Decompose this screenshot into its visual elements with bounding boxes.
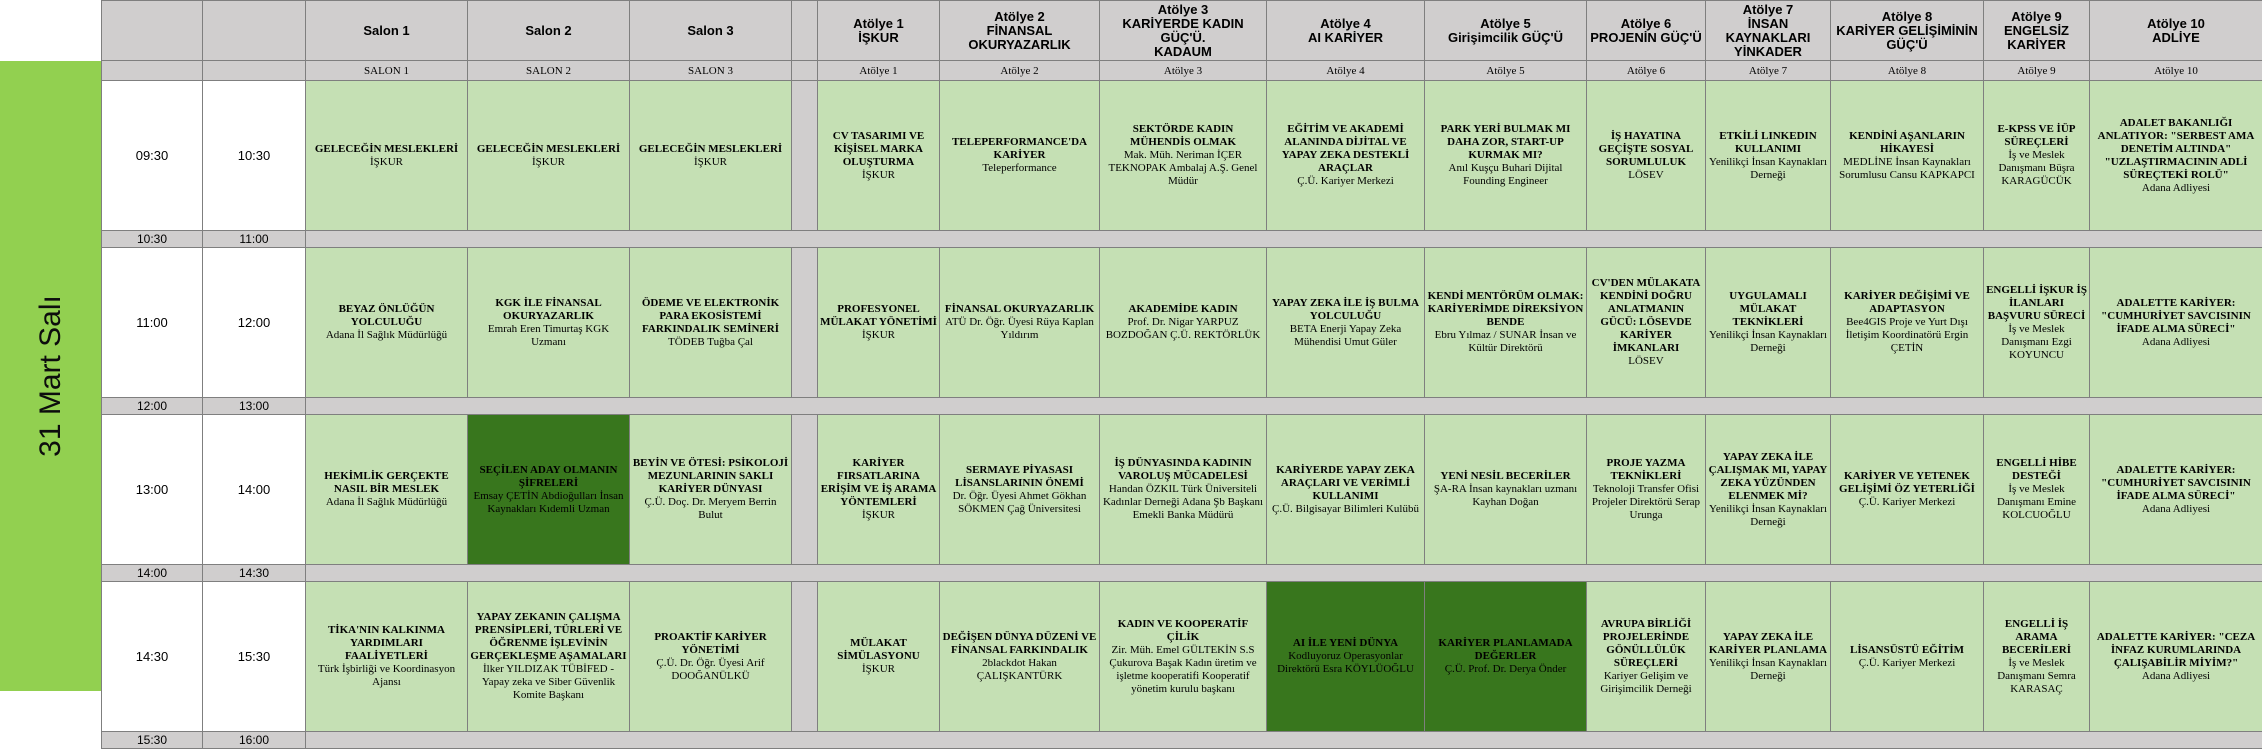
subheader-13: Atölye 10	[2090, 61, 2262, 81]
header-3: Salon 3	[630, 1, 792, 61]
header-corner-2	[203, 1, 306, 61]
session-title: PARK YERİ BULMAK MI DAHA ZOR, START-UP KURMAK MI?	[1427, 123, 1584, 162]
session-detail: İŞKUR	[532, 156, 565, 168]
subheader-gap	[792, 61, 818, 81]
session-detail: Kariyer Gelişim ve Girişimcilik Derneği	[1600, 670, 1691, 695]
header-9: Atölye 6 PROJENİN GÜÇ'Ü	[1587, 1, 1706, 61]
subheader-12: Atölye 9	[1984, 61, 2090, 81]
session-cell	[630, 582, 792, 732]
break-row	[102, 565, 2262, 582]
session-detail: Ebru Yılmaz / SUNAR İnsan ve Kültür Direktörü	[1435, 329, 1577, 354]
session-detail: Dr. Öğr. Üyesi Ahmet Gökhan SÖKMEN Çağ Üniversitesi	[953, 490, 1087, 515]
session-end-time: 15:30	[203, 582, 306, 732]
header-4: Atölye 1 İŞKUR	[818, 1, 940, 61]
header-12: Atölye 9 ENGELSİZ KARİYER	[1984, 1, 2090, 61]
session-cell	[1831, 582, 1984, 732]
session-title: TİKA'NIN KALKINMA YARDIMLARI FAALİYETLERİ	[308, 624, 465, 663]
header-row	[102, 1, 2262, 61]
header-5: Atölye 2 FİNANSAL OKURYAZARLIK	[940, 1, 1100, 61]
subheader-5: Atölye 2	[940, 61, 1100, 81]
session-detail: Adana Adliyesi	[2142, 182, 2210, 194]
session-cell	[1425, 582, 1587, 732]
break-row	[102, 231, 2262, 248]
session-detail: 2blackdot Hakan ÇALIŞKANTÜRK	[977, 657, 1063, 682]
break-end-time: 14:30	[203, 565, 306, 582]
break-start-time: 15:30	[102, 732, 203, 749]
session-detail: İş ve Meslek Danışmanı Emine KOLCUOĞLU	[1997, 483, 2076, 521]
session-detail: İş ve Meslek Danışmanı Semra KARASAÇ	[1997, 657, 2076, 695]
session-cell	[630, 415, 792, 565]
subheader-corner-2	[203, 61, 306, 81]
session-cell	[2090, 582, 2262, 732]
session-cell	[1831, 81, 1984, 231]
session-title: KENDİ MENTÖRÜM OLMAK: KARİYERİMDE DİREKSİYON BENDE	[1427, 290, 1584, 329]
session-detail: Adana Adliyesi	[2142, 336, 2210, 348]
session-detail: TÖDEB Tuğba Çal	[668, 336, 753, 348]
break-row	[102, 732, 2262, 749]
session-start-time: 14:30	[102, 582, 203, 732]
schedule-table	[101, 0, 2262, 749]
session-detail: LÖSEV	[1628, 169, 1663, 181]
session-start-time: 09:30	[102, 81, 203, 231]
session-detail: Adana İl Sağlık Müdürlüğü	[326, 329, 447, 341]
session-start-time: 11:00	[102, 248, 203, 398]
session-title: YAPAY ZEKA İLE ÇALIŞMAK MI, YAPAY ZEKA YÜZÜNDEN ELENMEK Mİ?	[1708, 451, 1828, 503]
session-detail: Ç.Ü. Kariyer Merkezi	[1859, 496, 1956, 508]
session-cell	[1706, 582, 1831, 732]
session-title: GELECEĞİN MESLEKLERİ	[470, 143, 627, 156]
session-detail: Ç.Ü. Kariyer Merkezi	[1297, 175, 1394, 187]
session-cell	[2090, 248, 2262, 398]
session-title: ENGELLİ İŞ ARAMA BECERİLERİ	[1986, 618, 2087, 657]
session-cell	[306, 248, 468, 398]
session-cell	[306, 415, 468, 565]
session-detail: İŞKUR	[370, 156, 403, 168]
session-end-time: 14:00	[203, 415, 306, 565]
session-cell	[1425, 415, 1587, 565]
header-gap	[792, 1, 818, 61]
break-start-time: 12:00	[102, 398, 203, 415]
session-detail: Anıl Kuşçu Buhari Dijital Founding Engineer	[1449, 162, 1563, 187]
break-start-time: 14:00	[102, 565, 203, 582]
session-detail: İŞKUR	[694, 156, 727, 168]
session-title: ADALET BAKANLIĞI ANLATIYOR: "SERBEST AMA DENETİM ALTINDA" "UZLAŞTIRMACININ ADLİ SÜREÇTEKİ ROLÜ"	[2092, 117, 2260, 182]
day-label-cell	[0, 61, 102, 691]
session-cell	[818, 582, 940, 732]
session-cell	[468, 248, 630, 398]
header-7: Atölye 4 AI KARİYER	[1267, 1, 1425, 61]
header-6: Atölye 3 KARİYERDE KADIN GÜÇ'Ü. KADAUM	[1100, 1, 1267, 61]
session-cell	[1587, 248, 1706, 398]
subheader-8: Atölye 5	[1425, 61, 1587, 81]
session-detail: Adana İl Sağlık Müdürlüğü	[326, 496, 447, 508]
session-title: KENDİNİ AŞANLARIN HİKAYESİ	[1833, 130, 1981, 156]
break-end-time: 11:00	[203, 231, 306, 248]
session-cell	[818, 415, 940, 565]
session-title: FİNANSAL OKURYAZARLIK	[942, 303, 1097, 316]
session-cell	[1587, 582, 1706, 732]
session-cell	[1984, 248, 2090, 398]
session-title: HEKİMLİK GERÇEKTE NASIL BİR MESLEK	[308, 470, 465, 496]
session-cell	[1706, 81, 1831, 231]
session-title: YAPAY ZEKANIN ÇALIŞMA PRENSİPLERİ, TÜRLERİ VE ÖĞRENME İŞLEVİNİN GERÇEKLEŞME AŞAMALARI	[470, 611, 627, 663]
session-gap	[792, 81, 818, 231]
session-title: YAPAY ZEKA İLE KARİYER PLANLAMA	[1708, 631, 1828, 657]
session-gap	[792, 248, 818, 398]
session-title: ENGELLİ İŞKUR İŞ İLANLARI BAŞVURU SÜRECİ	[1986, 284, 2087, 323]
subheader-row	[102, 61, 2262, 81]
session-title: KARİYERDE YAPAY ZEKA ARAÇLARI VE VERİMLİ KULLANIMI	[1269, 464, 1422, 503]
header-1: Salon 1	[306, 1, 468, 61]
break-start-time: 10:30	[102, 231, 203, 248]
session-gap	[792, 415, 818, 565]
session-cell	[940, 81, 1100, 231]
session-title: PROAKTİF KARİYER YÖNETİMİ	[632, 631, 789, 657]
session-cell	[630, 81, 792, 231]
session-cell	[1425, 248, 1587, 398]
session-row	[102, 415, 2262, 565]
session-title: KADIN VE KOOPERATİF ÇİLİK	[1102, 618, 1264, 644]
subheader-corner-1	[102, 61, 203, 81]
session-detail: Yenilikçi İnsan Kaynakları Derneği	[1709, 156, 1827, 181]
session-cell	[1267, 81, 1425, 231]
subheader-1: SALON 1	[306, 61, 468, 81]
header-11: Atölye 8 KARİYER GELİŞİMİNİN GÜÇ'Ü	[1831, 1, 1984, 61]
session-title: KARİYER VE YETENEK GELİŞİMİ ÖZ YETERLİĞİ	[1833, 470, 1981, 496]
session-cell	[306, 582, 468, 732]
session-detail: Mak. Müh. Neriman İÇER TEKNOPAK Ambalaj A.Ş. Genel Müdür	[1108, 149, 1257, 187]
session-title: ADALETTE KARİYER: "CUMHURİYET SAVCISININ İFADE ALMA SÜRECİ"	[2092, 464, 2260, 503]
session-cell	[306, 81, 468, 231]
session-title: DEĞİŞEN DÜNYA DÜZENİ VE FİNANSAL FARKINDALIK	[942, 631, 1097, 657]
subheader-10: Atölye 7	[1706, 61, 1831, 81]
session-cell	[1267, 415, 1425, 565]
session-title: ÖDEME VE ELEKTRONİK PARA EKOSİSTEMİ FARKINDALIK SEMİNERİ	[632, 297, 789, 336]
session-detail: Ç.Ü. Bilgisayar Bilimleri Kulübü	[1272, 503, 1419, 515]
session-cell	[1587, 81, 1706, 231]
session-cell	[1100, 415, 1267, 565]
session-row	[102, 582, 2262, 732]
session-cell	[940, 582, 1100, 732]
header-corner-1	[102, 1, 203, 61]
subheader-3: SALON 3	[630, 61, 792, 81]
session-cell	[1587, 415, 1706, 565]
subheader-4: Atölye 1	[818, 61, 940, 81]
session-detail: Handan ÖZKIL Türk Üniversiteli Kadınlar Derneği Adana Şb Başkanı Emekli Banka Müdürü	[1103, 483, 1263, 521]
session-row	[102, 248, 2262, 398]
subheader-2: SALON 2	[468, 61, 630, 81]
session-title: LİSANSÜSTÜ EĞİTİM	[1833, 644, 1981, 657]
header-2: Salon 2	[468, 1, 630, 61]
session-title: E-KPSS VE İÜP SÜREÇLERİ	[1986, 123, 2087, 149]
break-end-time: 13:00	[203, 398, 306, 415]
session-title: KGK İLE FİNANSAL OKURYAZARLIK	[470, 297, 627, 323]
session-detail: ATÜ Dr. Öğr. Üyesi Rüya Kaplan Yıldırım	[945, 316, 1094, 341]
session-title: GELECEĞİN MESLEKLERİ	[632, 143, 789, 156]
session-detail: İş ve Meslek Danışmanı Büşra KARAGÜCÜK	[1998, 149, 2074, 187]
break-fill	[306, 398, 2262, 415]
session-cell	[1267, 248, 1425, 398]
session-detail: Kodluyoruz Operasyonlar Direktörü Esra KÖYLÜOĞLU	[1277, 650, 1414, 675]
session-cell	[2090, 81, 2262, 231]
session-cell	[1100, 582, 1267, 732]
session-detail: Ç.Ü. Dr. Öğr. Üyesi Arif DOOĞANÜLKÜ	[656, 657, 764, 682]
break-row	[102, 398, 2262, 415]
session-start-time: 13:00	[102, 415, 203, 565]
session-cell	[1984, 415, 2090, 565]
session-detail: ŞA-RA İnsan kaynakları uzmanı Kayhan Doğan	[1434, 483, 1577, 508]
session-title: AI İLE YENİ DÜNYA	[1269, 637, 1422, 650]
session-title: ADALETTE KARİYER: "CUMHURİYET SAVCISININ İFADE ALMA SÜRECİ"	[2092, 297, 2260, 336]
header-10: Atölye 7 İNSAN KAYNAKLARI YİNKADER	[1706, 1, 1831, 61]
session-detail: LÖSEV	[1628, 355, 1663, 367]
session-cell	[2090, 415, 2262, 565]
break-end-time: 16:00	[203, 732, 306, 749]
session-detail: Adana Adliyesi	[2142, 503, 2210, 515]
session-detail: Adana Adliyesi	[2142, 670, 2210, 682]
session-title: PROJE YAZMA TEKNİKLERİ	[1589, 457, 1703, 483]
session-gap	[792, 582, 818, 732]
session-title: PROFESYONEL MÜLAKAT YÖNETİMİ	[820, 303, 937, 329]
session-title: CV TASARIMI VE KİŞİSEL MARKA OLUŞTURMA	[820, 130, 937, 169]
session-title: BEYİN VE ÖTESİ: PSİKOLOJİ MEZUNLARININ SAKLI KARİYER DÜNYASI	[632, 457, 789, 496]
session-detail: İŞKUR	[862, 663, 895, 675]
session-detail: İlker YILDIZAK TÜBİFED - Yapay zeka ve Siber Güvenlik Komite Başkanı	[482, 663, 615, 701]
session-title: ENGELLİ HİBE DESTEĞİ	[1986, 457, 2087, 483]
session-detail: Prof. Dr. Nigar YARPUZ BOZDOĞAN Ç.Ü. REKTÖRLÜK	[1106, 316, 1261, 341]
session-title: UYGULAMALI MÜLAKAT TEKNİKLERİ	[1708, 290, 1828, 329]
session-detail: İŞKUR	[862, 509, 895, 521]
session-cell	[1425, 81, 1587, 231]
session-cell	[630, 248, 792, 398]
session-detail: Bee4GIS Proje ve Yurt Dışı İletişim Koordinatörü Ergin ÇETİN	[1846, 316, 1969, 354]
session-detail: İş ve Meslek Danışmanı Ezgi KOYUNCU	[2001, 323, 2072, 361]
session-title: KARİYER PLANLAMADA DEĞERLER	[1427, 637, 1584, 663]
session-title: ETKİLİ LINKEDIN KULLANIMI	[1708, 130, 1828, 156]
header-13: Atölye 10 ADLİYE	[2090, 1, 2262, 61]
session-detail: İŞKUR	[862, 169, 895, 181]
session-title: SEKTÖRDE KADIN MÜHENDİS OLMAK	[1102, 123, 1264, 149]
session-detail: Emrah Eren Timurtaş KGK Uzmanı	[488, 323, 609, 348]
session-cell	[818, 248, 940, 398]
session-title: AVRUPA BİRLİĞİ PROJELERİNDE GÖNÜLLÜLÜK SÜREÇLERİ	[1589, 618, 1703, 670]
header-8: Atölye 5 Girişimcilik GÜÇ'Ü	[1425, 1, 1587, 61]
session-title: SERMAYE PİYASASI LİSANSLARININ ÖNEMİ	[942, 464, 1097, 490]
break-fill	[306, 732, 2262, 749]
session-cell	[818, 81, 940, 231]
session-title: ADALETTE KARİYER: "CEZA İNFAZ KURUMLARINDA ÇALIŞABİLİR MİYİM?"	[2092, 631, 2260, 670]
session-detail: Ç.Ü. Prof. Dr. Derya Önder	[1445, 663, 1567, 675]
session-title: GELECEĞİN MESLEKLERİ	[308, 143, 465, 156]
session-detail: Yenilikçi İnsan Kaynakları Derneği	[1709, 657, 1827, 682]
subheader-9: Atölye 6	[1587, 61, 1706, 81]
session-end-time: 12:00	[203, 248, 306, 398]
session-detail: Emsay ÇETİN Abdioğulları İnsan Kaynakları Kıdemli Uzman	[473, 490, 623, 515]
session-detail: Zir. Müh. Emel GÜLTEKİN S.S Çukurova Başak Kadın üretim ve işletme kooperatifi Kooperatif yönetim kurulu başkanı	[1109, 644, 1256, 695]
subheader-11: Atölye 8	[1831, 61, 1984, 81]
session-cell	[468, 415, 630, 565]
session-detail: Ç.Ü. Doç. Dr. Meryem Berrin Bulut	[645, 496, 777, 521]
session-detail: Teleperformance	[982, 162, 1056, 174]
session-cell	[940, 248, 1100, 398]
session-detail: Ç.Ü. Kariyer Merkezi	[1859, 657, 1956, 669]
session-detail: İŞKUR	[862, 329, 895, 341]
session-cell	[468, 582, 630, 732]
session-title: TELEPERFORMANCE'DA KARİYER	[942, 136, 1097, 162]
session-cell	[1100, 81, 1267, 231]
session-cell	[940, 415, 1100, 565]
break-fill	[306, 565, 2262, 582]
session-cell	[1984, 582, 2090, 732]
session-title: YAPAY ZEKA İLE İŞ BULMA YOLCULUĞU	[1269, 297, 1422, 323]
day-label: 31 Mart Salı	[34, 295, 68, 457]
session-title: CV'DEN MÜLAKATA KENDİNİ DOĞRU ANLATMANIN GÜCÜ: LÖSEVDE KARİYER İMKANLARI	[1589, 277, 1703, 355]
session-title: KARİYER FIRSATLARINA ERİŞİM VE İŞ ARAMA YÖNTEMLERİ	[820, 457, 937, 509]
session-cell	[1706, 248, 1831, 398]
session-cell	[1267, 582, 1425, 732]
session-title: EĞİTİM VE AKADEMİ ALANINDA DİJİTAL VE YAPAY ZEKA DESTEKLİ ARAÇLAR	[1269, 123, 1422, 175]
session-row	[102, 81, 2262, 231]
session-detail: BETA Enerji Yapay Zeka Mühendisi Umut Güler	[1290, 323, 1402, 348]
session-title: İŞ DÜNYASINDA KADININ VAROLUŞ MÜCADELESİ	[1102, 457, 1264, 483]
session-title: İŞ HAYATINA GEÇİŞTE SOSYAL SORUMLULUK	[1589, 130, 1703, 169]
subheader-7: Atölye 4	[1267, 61, 1425, 81]
session-cell	[1831, 415, 1984, 565]
session-detail: Teknoloji Transfer Ofisi Projeler Direktörü Serap Urunga	[1592, 483, 1700, 521]
session-detail: Türk İşbirliği ve Koordinasyon Ajansı	[318, 663, 455, 688]
subheader-6: Atölye 3	[1100, 61, 1267, 81]
session-title: KARİYER DEĞİŞİMİ VE ADAPTASYON	[1833, 290, 1981, 316]
session-detail: Yenilikçi İnsan Kaynakları Derneği	[1709, 503, 1827, 528]
session-detail: MEDLİNE İnsan Kaynakları Sorumlusu Cansu KAPKAPCI	[1839, 156, 1975, 181]
session-cell	[468, 81, 630, 231]
session-detail: Yenilikçi İnsan Kaynakları Derneği	[1709, 329, 1827, 354]
session-title: SEÇİLEN ADAY OLMANIN ŞİFRELERİ	[470, 464, 627, 490]
session-title: BEYAZ ÖNLÜĞÜN YOLCULUĞU	[308, 303, 465, 329]
break-fill	[306, 231, 2262, 248]
session-cell	[1984, 81, 2090, 231]
session-title: AKADEMİDE KADIN	[1102, 303, 1264, 316]
session-cell	[1100, 248, 1267, 398]
session-cell	[1706, 415, 1831, 565]
session-title: MÜLAKAT SİMÜLASYONU	[820, 637, 937, 663]
session-cell	[1831, 248, 1984, 398]
session-end-time: 10:30	[203, 81, 306, 231]
session-title: YENİ NESİL BECERİLER	[1427, 470, 1584, 483]
